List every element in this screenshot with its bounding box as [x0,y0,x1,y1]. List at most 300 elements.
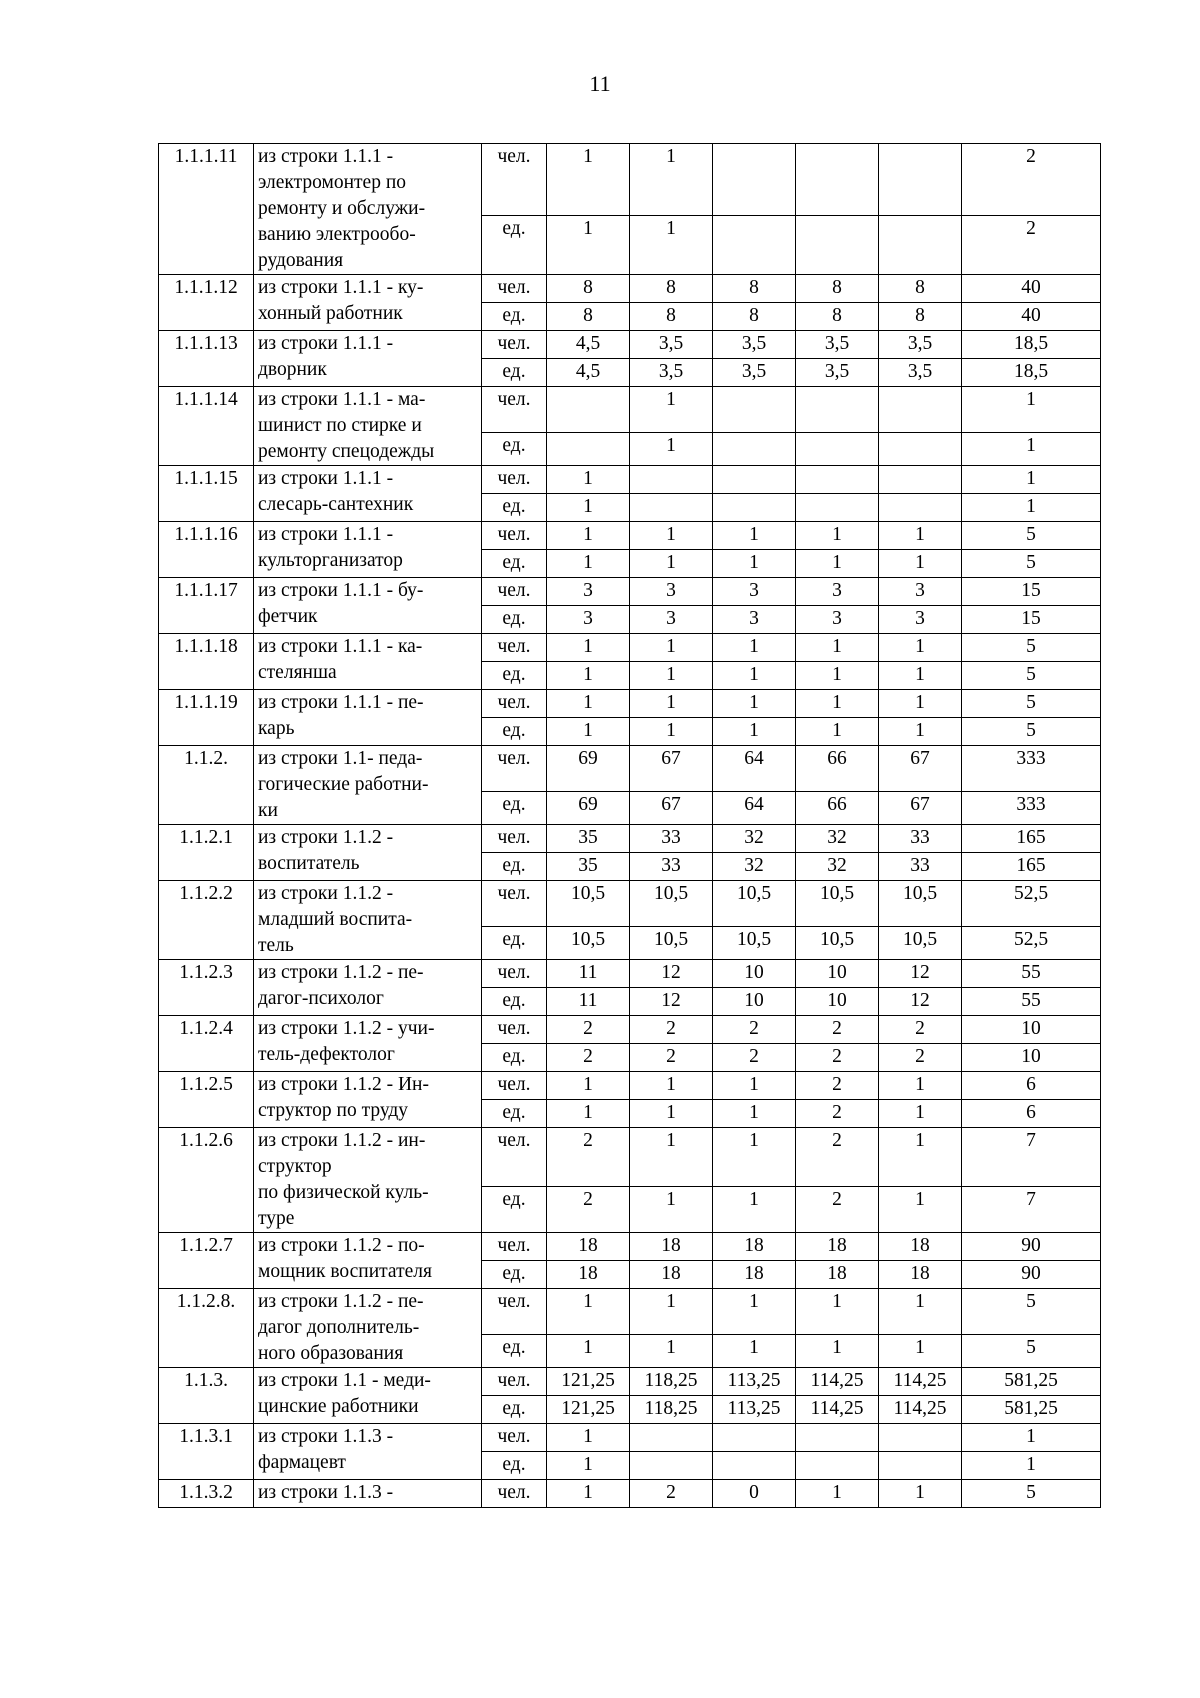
value-cell: 5 [962,1289,1101,1335]
value-cell: 2 [796,1186,879,1232]
description-line: рудования [258,250,344,271]
value-cell: 1 [879,550,962,578]
page-number: 11 [589,71,611,96]
value-cell: 1 [630,690,713,718]
table-row [159,825,1101,853]
value-cell: 1 [713,1128,796,1187]
unit-cell: чел. [482,881,547,927]
description-line: стелянша [258,662,337,683]
value-cell: 3,5 [796,331,879,359]
row-code: 1.1.1.18 [159,634,254,690]
value-cell: 3 [713,606,796,634]
description-line: гогические работни- [258,774,429,795]
value-cell: 2 [796,1016,879,1044]
row-code: 1.1.1.16 [159,522,254,578]
value-cell: 1 [962,1452,1101,1480]
value-cell: 333 [962,746,1101,792]
value-cell: 12 [630,960,713,988]
value-cell: 1 [879,634,962,662]
value-cell: 10,5 [796,881,879,927]
row-description [254,825,482,881]
description-line: из строки 1.1.2 - Ин- [258,1074,429,1095]
row-code: 1.1.3.1 [159,1424,254,1480]
value-cell: 33 [630,825,713,853]
value-cell [630,494,713,522]
unit-cell: чел. [482,522,547,550]
description-line: из строки 1.1- педа- [258,748,423,769]
value-cell: 121,25 [547,1396,630,1424]
staffing-table [158,143,1101,1508]
value-cell: 333 [962,791,1101,824]
value-cell: 1 [630,550,713,578]
value-cell: 11 [547,960,630,988]
unit-cell: чел. [482,634,547,662]
value-cell: 1 [630,1334,713,1367]
value-cell: 1 [713,522,796,550]
value-cell: 1 [547,718,630,746]
description-line: ки [258,800,278,821]
value-cell: 1 [796,690,879,718]
value-cell: 8 [713,275,796,303]
row-description [254,1016,482,1072]
unit-cell: чел. [482,275,547,303]
value-cell: 1 [879,718,962,746]
row-code: 1.1.2.4 [159,1016,254,1072]
description-line: ремонту спецодежды [258,441,435,462]
value-cell: 55 [962,988,1101,1016]
value-cell: 18,5 [962,331,1101,359]
value-cell: 1 [630,522,713,550]
value-cell: 1 [879,1100,962,1128]
description-line: из строки 1.1.2 - пе- [258,1291,424,1312]
unit-cell: ед. [482,718,547,746]
value-cell [796,1424,879,1452]
description-line: из строки 1.1.1 - [258,524,394,545]
unit-cell: чел. [482,1233,547,1261]
value-cell: 1 [713,690,796,718]
value-cell: 10 [713,988,796,1016]
value-cell: 1 [962,387,1101,433]
unit-cell: чел. [482,1289,547,1335]
unit-cell: чел. [482,690,547,718]
value-cell: 18 [547,1261,630,1289]
description-line: из строки 1.1.2 - ин- [258,1130,426,1151]
value-cell: 3 [796,578,879,606]
value-cell: 3 [879,606,962,634]
value-cell: 18,5 [962,359,1101,387]
row-description [254,1289,482,1368]
value-cell: 1 [713,1072,796,1100]
value-cell: 5 [962,718,1101,746]
description-line: фетчик [258,606,318,627]
unit-cell: ед. [482,853,547,881]
value-cell: 33 [630,853,713,881]
row-description [254,1424,482,1480]
value-cell [713,1452,796,1480]
value-cell: 1 [879,662,962,690]
description-line: из строки 1.1.2 - по- [258,1235,425,1256]
unit-cell: ед. [482,303,547,331]
value-cell: 1 [962,494,1101,522]
value-cell: 1 [630,1128,713,1187]
value-cell: 1 [547,1289,630,1335]
unit-cell: чел. [482,1424,547,1452]
value-cell: 3,5 [630,359,713,387]
row-code: 1.1.1.19 [159,690,254,746]
value-cell: 64 [713,791,796,824]
value-cell: 121,25 [547,1368,630,1396]
row-description [254,578,482,634]
unit-cell: ед. [482,359,547,387]
value-cell: 67 [879,746,962,792]
value-cell [713,494,796,522]
description-line: из строки 1.1.1 - ка- [258,636,423,657]
value-cell: 2 [879,1016,962,1044]
value-cell: 10,5 [547,926,630,959]
description-line: тель-дефектолог [258,1044,395,1065]
value-cell: 1 [713,1186,796,1232]
value-cell [879,1452,962,1480]
value-cell: 6 [962,1072,1101,1100]
row-code: 1.1.2.2 [159,881,254,960]
value-cell: 3 [630,606,713,634]
value-cell: 1 [547,1072,630,1100]
table-row [159,1368,1101,1396]
value-cell: 52,5 [962,881,1101,927]
value-cell: 2 [796,1072,879,1100]
description-line: ванию электрообо- [258,224,416,245]
value-cell: 2 [547,1044,630,1072]
unit-cell: ед. [482,1396,547,1424]
value-cell: 2 [547,1128,630,1187]
row-code: 1.1.2.5 [159,1072,254,1128]
value-cell: 3,5 [713,359,796,387]
description-line: из строки 1.1.2 - учи- [258,1018,435,1039]
value-cell [796,144,879,216]
value-cell: 1 [630,1289,713,1335]
value-cell: 1 [879,522,962,550]
value-cell: 1 [879,1128,962,1187]
value-cell [879,466,962,494]
unit-cell: ед. [482,1100,547,1128]
value-cell: 1 [630,662,713,690]
description-line: из строки 1.1.1 - пе- [258,692,424,713]
row-code: 1.1.2. [159,746,254,825]
value-cell: 10,5 [547,881,630,927]
unit-cell: ед. [482,791,547,824]
value-cell: 67 [630,791,713,824]
value-cell: 3,5 [713,331,796,359]
description-line: по физической куль- [258,1182,429,1203]
value-cell: 8 [630,303,713,331]
value-cell: 2 [796,1044,879,1072]
unit-cell: чел. [482,1480,547,1508]
value-cell [879,387,962,433]
value-cell: 1 [713,1334,796,1367]
value-cell: 6 [962,1100,1101,1128]
value-cell: 90 [962,1233,1101,1261]
value-cell [547,387,630,433]
value-cell: 118,25 [630,1368,713,1396]
value-cell: 2 [962,144,1101,216]
value-cell: 1 [879,1334,962,1367]
value-cell: 1 [630,144,713,216]
value-cell: 2 [713,1016,796,1044]
value-cell: 2 [630,1480,713,1508]
value-cell: 1 [713,1100,796,1128]
value-cell: 2 [547,1186,630,1232]
value-cell: 33 [879,853,962,881]
value-cell: 5 [962,690,1101,718]
unit-cell: ед. [482,1044,547,1072]
value-cell: 1 [630,432,713,465]
value-cell: 4,5 [547,359,630,387]
value-cell [630,1424,713,1452]
value-cell: 4,5 [547,331,630,359]
value-cell: 18 [547,1233,630,1261]
value-cell: 1 [630,718,713,746]
value-cell: 66 [796,791,879,824]
value-cell: 1 [713,662,796,690]
table-row [159,578,1101,606]
value-cell: 1 [547,466,630,494]
value-cell: 3 [630,578,713,606]
value-cell: 5 [962,662,1101,690]
value-cell: 32 [796,853,879,881]
value-cell: 18 [713,1233,796,1261]
value-cell: 0 [713,1480,796,1508]
row-code: 1.1.1.17 [159,578,254,634]
row-code: 1.1.2.8. [159,1289,254,1368]
description-line: из строки 1.1.2 - [258,827,394,848]
value-cell: 581,25 [962,1396,1101,1424]
value-cell: 1 [713,1289,796,1335]
value-cell: 10,5 [630,926,713,959]
value-cell: 581,25 [962,1368,1101,1396]
value-cell: 10,5 [630,881,713,927]
unit-cell: ед. [482,1334,547,1367]
description-line: структор [258,1156,332,1177]
value-cell: 1 [796,1289,879,1335]
value-cell [879,494,962,522]
row-description [254,690,482,746]
value-cell: 52,5 [962,926,1101,959]
row-code: 1.1.1.13 [159,331,254,387]
value-cell: 10,5 [879,881,962,927]
value-cell: 3 [547,606,630,634]
table-row [159,466,1101,494]
row-code: 1.1.1.14 [159,387,254,466]
description-line: культорганизатор [258,550,403,571]
row-description [254,466,482,522]
value-cell [879,1424,962,1452]
description-line: из строки 1.1.2 - [258,883,394,904]
description-line: структор по труду [258,1100,409,1121]
value-cell: 66 [796,746,879,792]
value-cell: 2 [547,1016,630,1044]
value-cell [879,144,962,216]
value-cell: 113,25 [713,1396,796,1424]
value-cell: 69 [547,791,630,824]
value-cell: 1 [796,522,879,550]
table-row [159,1072,1101,1100]
value-cell: 1 [630,1072,713,1100]
value-cell: 1 [547,1424,630,1452]
value-cell: 64 [713,746,796,792]
description-line: воспитатель [258,853,360,874]
value-cell: 1 [796,550,879,578]
value-cell: 114,25 [879,1396,962,1424]
description-line: младший воспита- [258,909,413,930]
value-cell: 8 [879,275,962,303]
description-line: из строки 1.1.2 - пе- [258,962,424,983]
description-line: из строки 1.1.1 - бу- [258,580,424,601]
value-cell: 114,25 [796,1368,879,1396]
value-cell [796,387,879,433]
unit-cell: чел. [482,578,547,606]
table-row [159,690,1101,718]
value-cell: 40 [962,303,1101,331]
value-cell: 3,5 [630,331,713,359]
unit-cell: чел. [482,331,547,359]
row-code: 1.1.2.6 [159,1128,254,1233]
value-cell: 3,5 [879,331,962,359]
value-cell: 10 [962,1016,1101,1044]
unit-cell: ед. [482,926,547,959]
value-cell: 7 [962,1128,1101,1187]
table-row [159,387,1101,433]
value-cell: 32 [713,825,796,853]
row-code: 1.1.3. [159,1368,254,1424]
value-cell [796,494,879,522]
value-cell [796,466,879,494]
row-description [254,387,482,466]
description-line: цинские работники [258,1396,419,1417]
value-cell: 18 [713,1261,796,1289]
value-cell: 2 [962,215,1101,274]
value-cell: 40 [962,275,1101,303]
row-code: 1.1.3.2 [159,1480,254,1508]
description-line: из строки 1.1.1 - [258,468,394,489]
unit-cell: чел. [482,387,547,433]
row-description [254,331,482,387]
unit-cell: ед. [482,662,547,690]
table-row [159,275,1101,303]
value-cell: 114,25 [879,1368,962,1396]
value-cell: 12 [879,960,962,988]
table-row [159,1233,1101,1261]
value-cell: 11 [547,988,630,1016]
value-cell: 2 [796,1100,879,1128]
value-cell: 10 [713,960,796,988]
description-line: из строки 1.1.1 - [258,146,394,167]
value-cell: 67 [630,746,713,792]
value-cell: 2 [713,1044,796,1072]
value-cell [713,215,796,274]
value-cell: 18 [796,1233,879,1261]
value-cell: 1 [547,494,630,522]
value-cell: 8 [796,303,879,331]
unit-cell: чел. [482,1368,547,1396]
row-description [254,1368,482,1424]
value-cell: 1 [962,1424,1101,1452]
row-code: 1.1.1.11 [159,144,254,275]
value-cell [713,432,796,465]
value-cell: 35 [547,825,630,853]
value-cell: 3 [796,606,879,634]
value-cell: 5 [962,550,1101,578]
unit-cell: ед. [482,432,547,465]
value-cell: 1 [879,1072,962,1100]
value-cell: 1 [547,1452,630,1480]
table-row [159,522,1101,550]
value-cell: 1 [547,690,630,718]
value-cell: 67 [879,791,962,824]
value-cell: 15 [962,578,1101,606]
value-cell: 1 [962,432,1101,465]
value-cell: 10 [962,1044,1101,1072]
description-line: из строки 1.1.1 - [258,333,394,354]
value-cell: 2 [630,1044,713,1072]
value-cell: 18 [879,1233,962,1261]
value-cell: 2 [630,1016,713,1044]
value-cell: 1 [879,690,962,718]
value-cell: 35 [547,853,630,881]
row-description [254,144,482,275]
value-cell: 1 [713,550,796,578]
unit-cell: ед. [482,494,547,522]
description-line: из строки 1.1.3 - [258,1482,394,1503]
value-cell: 165 [962,853,1101,881]
value-cell: 1 [796,1480,879,1508]
row-code: 1.1.2.1 [159,825,254,881]
table-row [159,746,1101,792]
value-cell: 3,5 [796,359,879,387]
value-cell: 3 [713,578,796,606]
value-cell: 10,5 [796,926,879,959]
value-cell: 32 [796,825,879,853]
value-cell: 1 [547,522,630,550]
table-row [159,1128,1101,1187]
value-cell: 1 [547,662,630,690]
value-cell: 1 [713,634,796,662]
row-description [254,1480,482,1508]
value-cell [796,215,879,274]
unit-cell: чел. [482,466,547,494]
row-description [254,1128,482,1233]
value-cell: 1 [547,215,630,274]
value-cell: 1 [630,215,713,274]
row-code: 1.1.2.3 [159,960,254,1016]
value-cell: 1 [796,634,879,662]
description-line: тель [258,935,294,956]
row-description [254,634,482,690]
value-cell: 18 [630,1233,713,1261]
row-code: 1.1.1.12 [159,275,254,331]
value-cell: 1 [630,1186,713,1232]
description-line: фармацевт [258,1452,346,1473]
row-code: 1.1.1.15 [159,466,254,522]
row-description [254,275,482,331]
value-cell: 15 [962,606,1101,634]
value-cell: 2 [796,1128,879,1187]
value-cell [630,466,713,494]
value-cell: 5 [962,1334,1101,1367]
unit-cell: чел. [482,1128,547,1187]
value-cell: 1 [547,550,630,578]
table-row [159,960,1101,988]
value-cell: 10 [796,988,879,1016]
